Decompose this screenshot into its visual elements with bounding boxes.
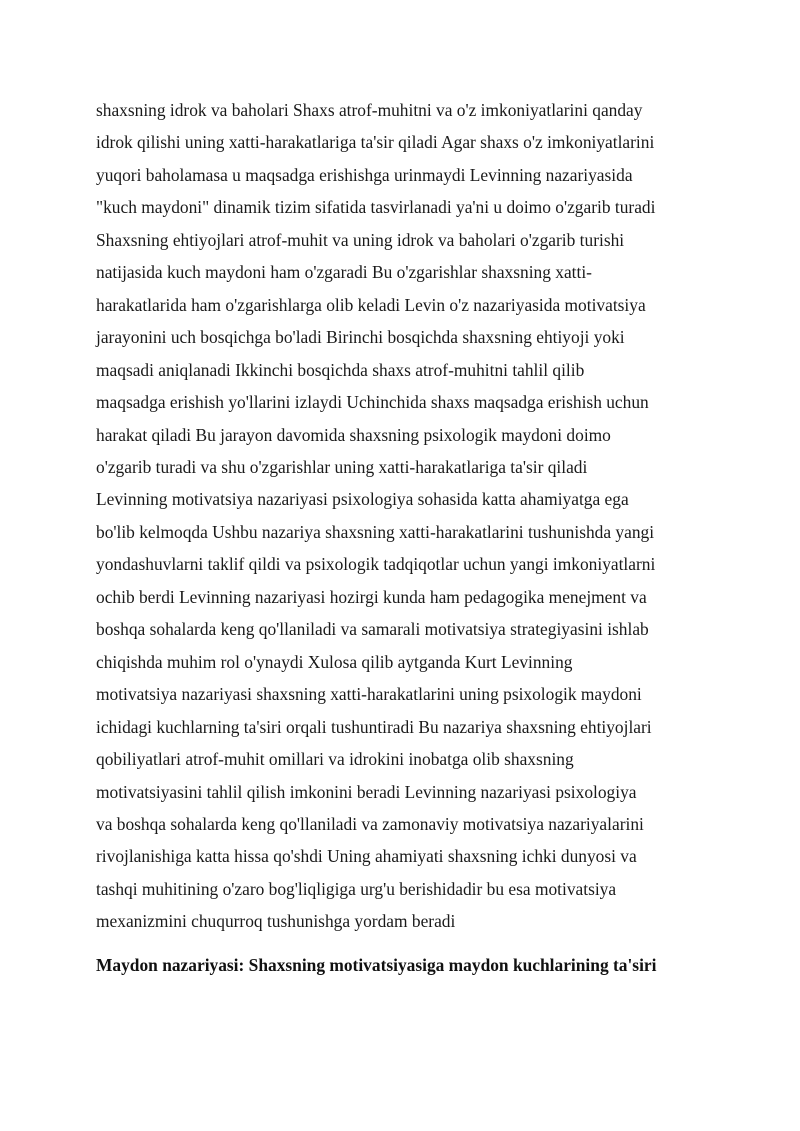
text-line: o'zgarib turadi va shu o'zgarishlar uning xatti-harakatlariga ta'sir qiladi <box>96 456 588 477</box>
text-line: motivatsiya nazariyasi shaxsning xatti-harakatlarini uning psixologik maydoni <box>96 684 642 705</box>
text-line: harakat qiladi Bu jarayon davomida shaxsning psixologik maydoni doimo <box>96 424 611 445</box>
text-line: idrok qilishi uning xatti-harakatlariga ta'sir qiladi Agar shaxs o'z imkoniyatlarini <box>96 132 655 153</box>
text-line: ochib berdi Levinning nazariyasi hozirgi kunda ham pedagogika menejment va <box>96 586 647 607</box>
text-line: Shaxsning ehtiyojlari atrof-muhit va uning idrok va baholari o'zgarib turishi <box>96 229 625 250</box>
text-line: shaxsning idrok va baholari Shaxs atrof-muhitni va o'z imkoniyatlarini qanday <box>96 100 643 120</box>
text-line: bo'lib kelmoqda Ushbu nazariya shaxsning xatti-harakatlarini tushunishda yangi <box>96 521 655 542</box>
section-heading: Maydon nazariyasi: Shaxsning motivatsiyasiga maydon kuchlarining ta'siri <box>96 955 657 975</box>
text-line: natijasida kuch maydoni ham o'zgaradi Bu o'zgarishlar shaxsning xatti- <box>96 262 592 283</box>
text-line: jarayonini uch bosqichga bo'ladi Birinchi bosqichda shaxsning ehtiyoji yoki <box>96 327 625 348</box>
text-line: mexanizmini chuqurroq tushunishga yordam beradi <box>96 911 456 932</box>
text-line: maqsadi aniqlanadi Ikkinchi bosqichda shaxs atrof-muhitni tahlil qilib <box>96 359 585 380</box>
body-paragraph <box>96 94 716 938</box>
text-line: motivatsiyasini tahlil qilish imkonini beradi Levinning nazariyasi psixologiya <box>96 781 637 802</box>
text-line: boshqa sohalarda keng qo'llaniladi va samarali motivatsiya strategiyasini ishlab <box>96 619 649 640</box>
text-line: Levinning motivatsiya nazariyasi psixologiya sohasida katta ahamiyatga ega <box>96 489 629 510</box>
text-line: qobiliyatlari atrof-muhit omillari va idrokini inobatga olib shaxsning <box>96 749 574 770</box>
text-line: va boshqa sohalarda keng qo'llaniladi va zamonaviy motivatsiya nazariyalarini <box>96 813 644 834</box>
text-line: tashqi muhitining o'zaro bog'liqligiga urg'u berishidadir bu esa motivatsiya <box>96 878 617 899</box>
text-line: "kuch maydoni" dinamik tizim sifatida tasvirlanadi ya'ni u doimo o'zgarib turadi <box>96 197 656 218</box>
text-line: ichidagi kuchlarning ta'siri orqali tushuntiradi Bu nazariya shaxsning ehtiyojlari <box>96 716 652 737</box>
text-line: rivojlanishiga katta hissa qo'shdi Uning ahamiyati shaxsning ichki dunyosi va <box>96 846 637 867</box>
text-line: harakatlarida ham o'zgarishlarga olib keladi Levin o'z nazariyasida motivatsiya <box>96 294 646 315</box>
text-line: yondashuvlarni taklif qildi va psixologik tadqiqotlar uchun yangi imkoniyatlarni <box>96 554 656 575</box>
text-line: maqsadga erishish yo'llarini izlaydi Uchinchida shaxs maqsadga erishish uchun <box>96 392 649 413</box>
text-line: chiqishda muhim rol o'ynaydi Xulosa qilib aytganda Kurt Levinning <box>96 651 573 672</box>
text-line: yuqori baholamasa u maqsadga erishishga urinmaydi Levinning nazariyasida <box>96 164 633 185</box>
